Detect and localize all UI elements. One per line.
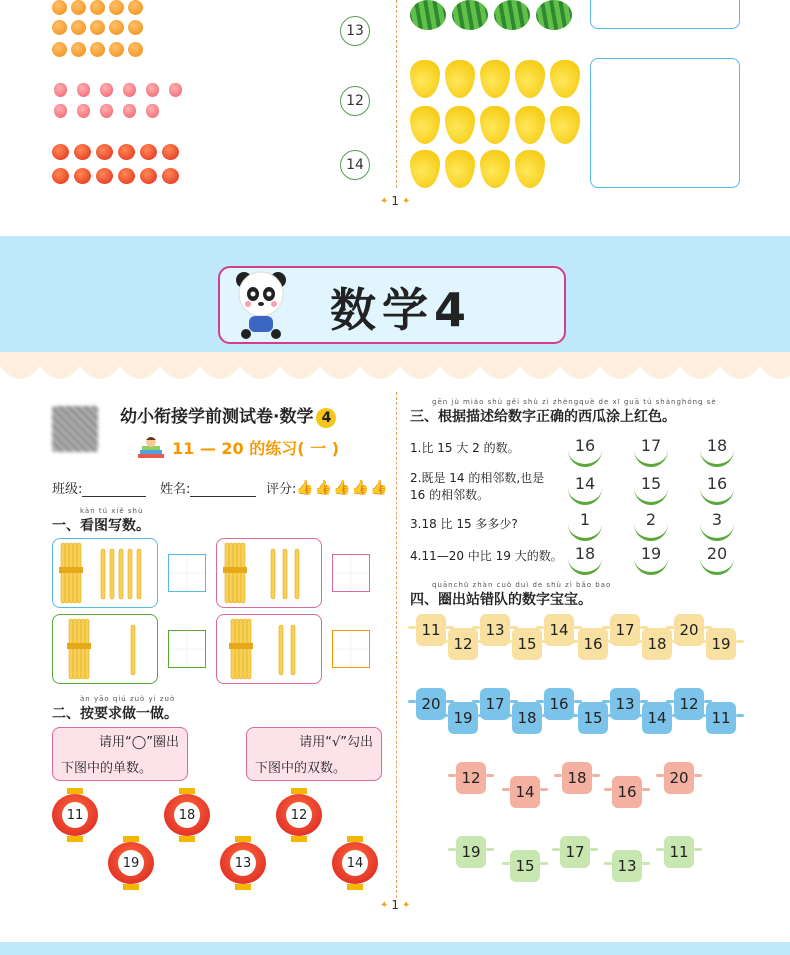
number-bot[interactable]: 19 bbox=[448, 702, 478, 734]
number-bot[interactable]: 17 bbox=[480, 688, 510, 720]
section2-title: 二、按要求做一做。 bbox=[52, 706, 178, 722]
panda-icon bbox=[232, 266, 290, 340]
page-number: ✦ 1 ✦ bbox=[380, 898, 411, 912]
number-bot[interactable]: 11 bbox=[706, 702, 736, 734]
number-bot[interactable]: 19 bbox=[456, 836, 486, 868]
question-2-line2: 16 的相邻数。 bbox=[410, 488, 490, 502]
number-bot[interactable]: 13 bbox=[612, 850, 642, 882]
instruction-even bbox=[246, 727, 382, 781]
watermelon-row bbox=[410, 0, 572, 30]
question-2-line1: 2.既是 14 的相邻数,也是 bbox=[410, 471, 545, 485]
section3-title: 三、根据描述给数字正确的西瓜涂上红色。 bbox=[410, 409, 676, 425]
orange-row bbox=[52, 20, 143, 35]
counting-rods-icon bbox=[53, 615, 157, 683]
page-divider bbox=[396, 392, 397, 898]
lantern-icon bbox=[108, 842, 154, 884]
instruction-even-line1: 请用“√”勾出 bbox=[299, 735, 373, 750]
section3-pinyin: gēn jù miáo shù gěi shù zì zhèngquè de xī guā tú shànghóng sè bbox=[432, 398, 717, 406]
number-bot[interactable]: 20 bbox=[674, 614, 704, 646]
number-bot[interactable]: 15 bbox=[512, 628, 542, 660]
reading-child-icon bbox=[136, 436, 166, 464]
number-bot[interactable]: 13 bbox=[480, 614, 510, 646]
answer-grid[interactable] bbox=[168, 554, 206, 592]
number-circle: 14 bbox=[340, 150, 370, 180]
lantern-number: 11 bbox=[62, 802, 88, 828]
watermelon-option[interactable]: 17 bbox=[634, 436, 668, 467]
number-bot[interactable]: 16 bbox=[544, 688, 574, 720]
counting-rods-box bbox=[216, 538, 322, 608]
answer-box[interactable] bbox=[590, 0, 740, 29]
lantern[interactable] bbox=[108, 836, 154, 890]
instruction-odd-line2: 下图中的单数。 bbox=[61, 761, 153, 776]
lantern-number: 18 bbox=[174, 802, 200, 828]
lantern-number: 14 bbox=[342, 850, 368, 876]
apple-row bbox=[52, 168, 179, 184]
counting-rods-box bbox=[52, 614, 158, 684]
question-4: 4.11—20 中比 19 大的数。 bbox=[410, 549, 563, 563]
question-2 bbox=[410, 470, 544, 504]
name-field bbox=[160, 478, 256, 497]
score-field bbox=[266, 478, 389, 497]
thumbs-up-rating-icon[interactable]: 👍👍👍👍👍 bbox=[296, 479, 389, 496]
number-bot[interactable]: 14 bbox=[642, 702, 672, 734]
section1-title: 一、看图写数。 bbox=[52, 518, 150, 534]
score-label: 评分: bbox=[266, 482, 297, 497]
number-circle: 13 bbox=[340, 16, 370, 46]
number-bot[interactable]: 16 bbox=[578, 628, 608, 660]
counting-rods-box bbox=[216, 614, 322, 684]
section2-pinyin: àn yāo qiú zuò yi zuò bbox=[80, 695, 176, 703]
answer-box[interactable] bbox=[590, 58, 740, 188]
watermelon-option[interactable]: 1 bbox=[568, 510, 602, 541]
orange-row bbox=[52, 0, 143, 15]
number-bot[interactable]: 15 bbox=[510, 850, 540, 882]
watermelon-option[interactable]: 3 bbox=[700, 510, 734, 541]
watermelon-option[interactable]: 15 bbox=[634, 474, 668, 505]
number-bot[interactable]: 15 bbox=[578, 702, 608, 734]
section4-pinyin: quānchū zhàn cuò duì de shù zì bǎo bao bbox=[432, 581, 612, 589]
question-3: 3.18 比 15 多多少? bbox=[410, 517, 518, 531]
sheet-title bbox=[120, 402, 336, 428]
counting-rods-box bbox=[52, 538, 158, 608]
watermelon-option[interactable]: 20 bbox=[700, 544, 734, 575]
number-bot[interactable]: 14 bbox=[544, 614, 574, 646]
number-bot[interactable]: 11 bbox=[416, 614, 446, 646]
lantern[interactable] bbox=[164, 788, 210, 842]
lantern-icon bbox=[220, 842, 266, 884]
number-bot[interactable]: 18 bbox=[512, 702, 542, 734]
watermelon-option[interactable]: 18 bbox=[568, 544, 602, 575]
sheet-subtitle: 11 — 20 的练习( 一 ) bbox=[172, 439, 340, 458]
counting-rods-icon bbox=[217, 539, 321, 607]
watermelon-option[interactable]: 2 bbox=[634, 510, 668, 541]
lantern-icon bbox=[332, 842, 378, 884]
answer-grid[interactable] bbox=[332, 554, 370, 592]
number-bot[interactable]: 17 bbox=[610, 614, 640, 646]
lantern[interactable] bbox=[276, 788, 322, 842]
lantern[interactable] bbox=[52, 788, 98, 842]
number-bot[interactable]: 16 bbox=[612, 776, 642, 808]
number-bot[interactable]: 20 bbox=[664, 762, 694, 794]
lantern-number: 19 bbox=[118, 850, 144, 876]
number-bot[interactable]: 13 bbox=[610, 688, 640, 720]
watermelon-option[interactable]: 18 bbox=[700, 436, 734, 467]
pear-row bbox=[410, 106, 580, 144]
apple-row bbox=[52, 144, 179, 160]
lantern-number: 12 bbox=[286, 802, 312, 828]
sheet-number-badge: 4 bbox=[316, 408, 336, 428]
number-bot[interactable]: 12 bbox=[674, 688, 704, 720]
number-circle: 12 bbox=[340, 86, 370, 116]
banner-title: 数学4 bbox=[330, 283, 473, 337]
number-bot[interactable]: 18 bbox=[562, 762, 592, 794]
number-bot[interactable]: 18 bbox=[642, 628, 672, 660]
pear-row bbox=[410, 150, 545, 188]
scallop-border bbox=[0, 352, 790, 392]
name-label: 姓名: bbox=[160, 482, 191, 497]
sheet-title-text: 幼小衔接学前测试卷·数学 bbox=[120, 407, 314, 427]
instruction-odd-line1: 请用“◯”圈出 bbox=[98, 735, 179, 750]
strawberry-row bbox=[54, 104, 159, 118]
lantern[interactable] bbox=[332, 836, 378, 890]
instruction-even-line2: 下图中的双数。 bbox=[255, 761, 347, 776]
class-field bbox=[52, 478, 146, 497]
page-divider bbox=[396, 0, 397, 188]
qr-code[interactable] bbox=[52, 406, 98, 452]
number-bot[interactable]: 12 bbox=[456, 762, 486, 794]
watermelon-option[interactable]: 16 bbox=[568, 436, 602, 467]
lantern-icon bbox=[52, 794, 98, 836]
counting-rods-icon bbox=[53, 539, 157, 607]
strawberry-row bbox=[54, 83, 182, 97]
orange-row bbox=[52, 42, 143, 57]
lantern-icon bbox=[164, 794, 210, 836]
number-bot[interactable]: 11 bbox=[664, 836, 694, 868]
watermelon-option[interactable]: 16 bbox=[700, 474, 734, 505]
lantern-icon bbox=[276, 794, 322, 836]
number-bot[interactable]: 19 bbox=[706, 628, 736, 660]
section1-pinyin: kàn tú xiě shù bbox=[80, 507, 144, 515]
answer-grid[interactable] bbox=[332, 630, 370, 668]
number-bot[interactable]: 20 bbox=[416, 688, 446, 720]
lantern[interactable] bbox=[220, 836, 266, 890]
pear-row bbox=[410, 60, 580, 98]
section4-title: 四、圈出站错队的数字宝宝。 bbox=[410, 592, 592, 608]
counting-rods-icon bbox=[217, 615, 321, 683]
question-1: 1.比 15 大 2 的数。 bbox=[410, 441, 520, 455]
lantern-number: 13 bbox=[230, 850, 256, 876]
class-input-line[interactable] bbox=[82, 496, 146, 497]
number-bot[interactable]: 17 bbox=[560, 836, 590, 868]
name-input-line[interactable] bbox=[190, 496, 256, 497]
page-number: ✦ 1 ✦ bbox=[380, 194, 411, 208]
answer-grid[interactable] bbox=[168, 630, 206, 668]
number-bot[interactable]: 14 bbox=[510, 776, 540, 808]
number-bot[interactable]: 12 bbox=[448, 628, 478, 660]
instruction-odd bbox=[52, 727, 188, 781]
watermelon-option[interactable]: 14 bbox=[568, 474, 602, 505]
watermelon-option[interactable]: 19 bbox=[634, 544, 668, 575]
class-label: 班级: bbox=[52, 482, 83, 497]
